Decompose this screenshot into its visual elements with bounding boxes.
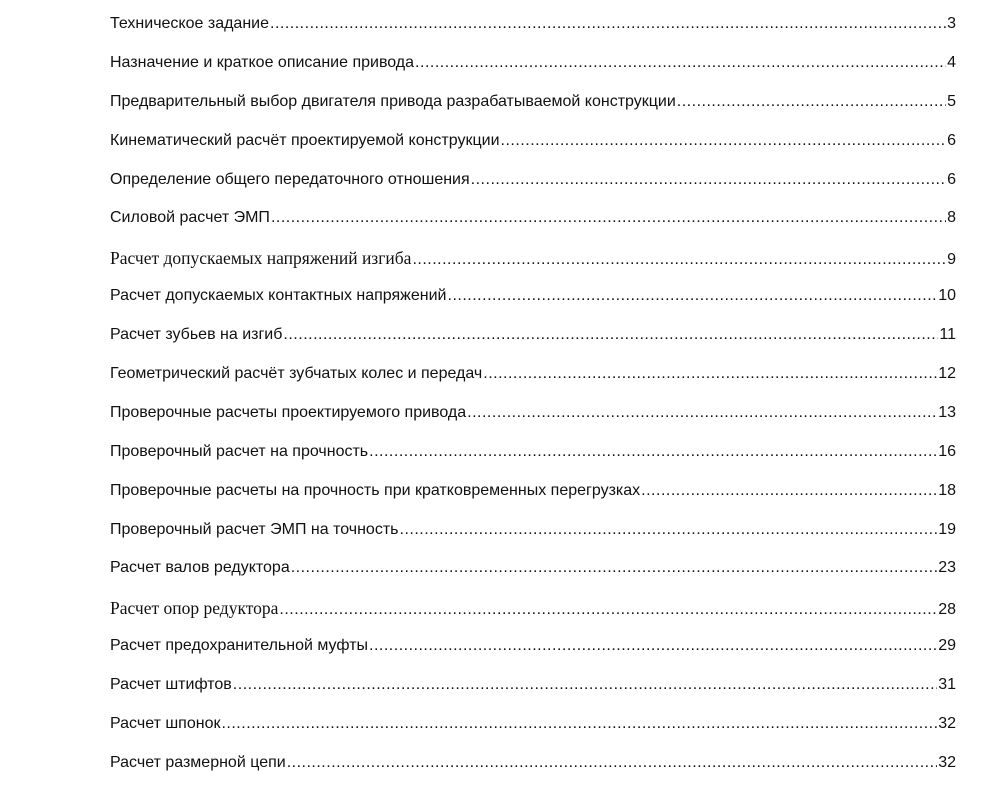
toc-entry[interactable] <box>110 365 956 404</box>
toc-entry-title: Проверочные расчеты проектируемого привода <box>110 403 467 421</box>
toc-entry[interactable] <box>110 171 956 210</box>
toc-entry[interactable] <box>110 132 956 171</box>
toc-entry-title: Расчет размерной цепи <box>110 753 286 771</box>
dot-leader <box>270 15 946 33</box>
toc-entry-title: Определение общего передаточного отношения <box>110 170 470 188</box>
toc-entry[interactable] <box>110 521 956 560</box>
toc-entry-title: Расчет валов редуктора <box>110 559 290 577</box>
toc-entry-title: Проверочный расчет ЭМП на точность <box>110 520 399 538</box>
toc-entry-page-number: 29 <box>938 637 956 655</box>
toc-entry[interactable] <box>110 54 956 93</box>
toc-entry-title: Проверочный расчет на прочность <box>110 442 369 460</box>
toc-entry-page-number: 4 <box>947 53 956 71</box>
toc-entry-page-number: 8 <box>947 209 956 227</box>
toc-entry-title: Расчет зубьев на изгиб <box>110 326 283 344</box>
toc-entry[interactable] <box>110 443 956 482</box>
toc-entry-title: Расчет допускаемых напряжений изгиба <box>110 248 412 269</box>
toc-entry-title: Назначение и краткое описание привода <box>110 53 415 71</box>
toc-entry[interactable] <box>110 15 956 54</box>
toc-entry-page-number: 10 <box>938 287 956 305</box>
toc-entry[interactable] <box>110 598 956 637</box>
toc-entry-page-number: 16 <box>938 442 956 460</box>
dot-leader <box>641 482 937 500</box>
toc-entry-title: Расчет шпонок <box>110 715 221 733</box>
toc-entry[interactable] <box>110 93 956 132</box>
table-of-contents <box>110 15 956 793</box>
toc-entry[interactable] <box>110 482 956 521</box>
toc-entry-page-number: 31 <box>938 676 956 694</box>
toc-entry-title: Расчет допускаемых контактных напряжений <box>110 287 447 305</box>
toc-entry[interactable] <box>110 637 956 676</box>
toc-entry-title: Геометрический расчёт зубчатых колес и передач <box>110 365 483 383</box>
dot-leader <box>279 601 937 619</box>
toc-entry-page-number: 32 <box>938 715 956 733</box>
toc-entry[interactable] <box>110 326 956 365</box>
dot-leader <box>412 251 946 269</box>
toc-entry[interactable] <box>110 404 956 443</box>
toc-entry[interactable] <box>110 209 956 248</box>
dot-leader <box>233 676 937 694</box>
toc-entry-title: Расчет опор редуктора <box>110 598 279 619</box>
toc-entry-page-number: 6 <box>947 170 956 188</box>
toc-entry-title: Проверочные расчеты на прочность при кратковременных перегрузках <box>110 481 641 499</box>
toc-entry[interactable] <box>110 559 956 598</box>
dot-leader <box>287 754 938 772</box>
dot-leader <box>677 93 946 111</box>
toc-entry-title: Силовой расчет ЭМП <box>110 209 270 227</box>
toc-entry-page-number: 9 <box>947 251 956 269</box>
toc-entry-page-number: 12 <box>938 365 956 383</box>
toc-entry-page-number: 28 <box>938 601 956 619</box>
toc-entry-title: Расчет предохранительной муфты <box>110 637 369 655</box>
toc-entry-page-number: 32 <box>938 753 956 771</box>
toc-entry-page-number: 5 <box>947 92 956 110</box>
toc-entry-page-number: 13 <box>938 403 956 421</box>
dot-leader <box>483 365 937 383</box>
toc-entry[interactable] <box>110 676 956 715</box>
dot-leader <box>271 209 946 227</box>
dot-leader <box>369 443 937 461</box>
dot-leader <box>291 559 937 577</box>
toc-entry-page-number: 6 <box>947 131 956 149</box>
dot-leader <box>415 54 946 72</box>
toc-entry-page-number: 23 <box>938 559 956 577</box>
dot-leader <box>221 715 937 733</box>
dot-leader <box>448 287 938 305</box>
toc-entry-title: Расчет штифтов <box>110 676 232 694</box>
dot-leader <box>467 404 937 422</box>
toc-entry-page-number: 3 <box>947 15 956 32</box>
toc-entry[interactable] <box>110 287 956 326</box>
dot-leader <box>501 132 947 150</box>
toc-entry-title: Кинематический расчёт проектируемой конструкции <box>110 131 500 149</box>
toc-entry-page-number: 11 <box>939 326 956 344</box>
dot-leader <box>369 637 937 655</box>
dot-leader <box>400 521 938 539</box>
toc-entry[interactable] <box>110 754 956 793</box>
toc-entry-page-number: 19 <box>938 520 956 538</box>
toc-entry-title: Предварительный выбор двигателя привода разрабатываемой конструкции <box>110 92 676 110</box>
dot-leader <box>283 326 938 344</box>
toc-entry[interactable] <box>110 248 956 287</box>
dot-leader <box>471 171 946 189</box>
toc-entry-title: Техническое задание <box>110 15 269 32</box>
toc-entry-page-number: 18 <box>938 481 956 499</box>
toc-entry[interactable] <box>110 715 956 754</box>
